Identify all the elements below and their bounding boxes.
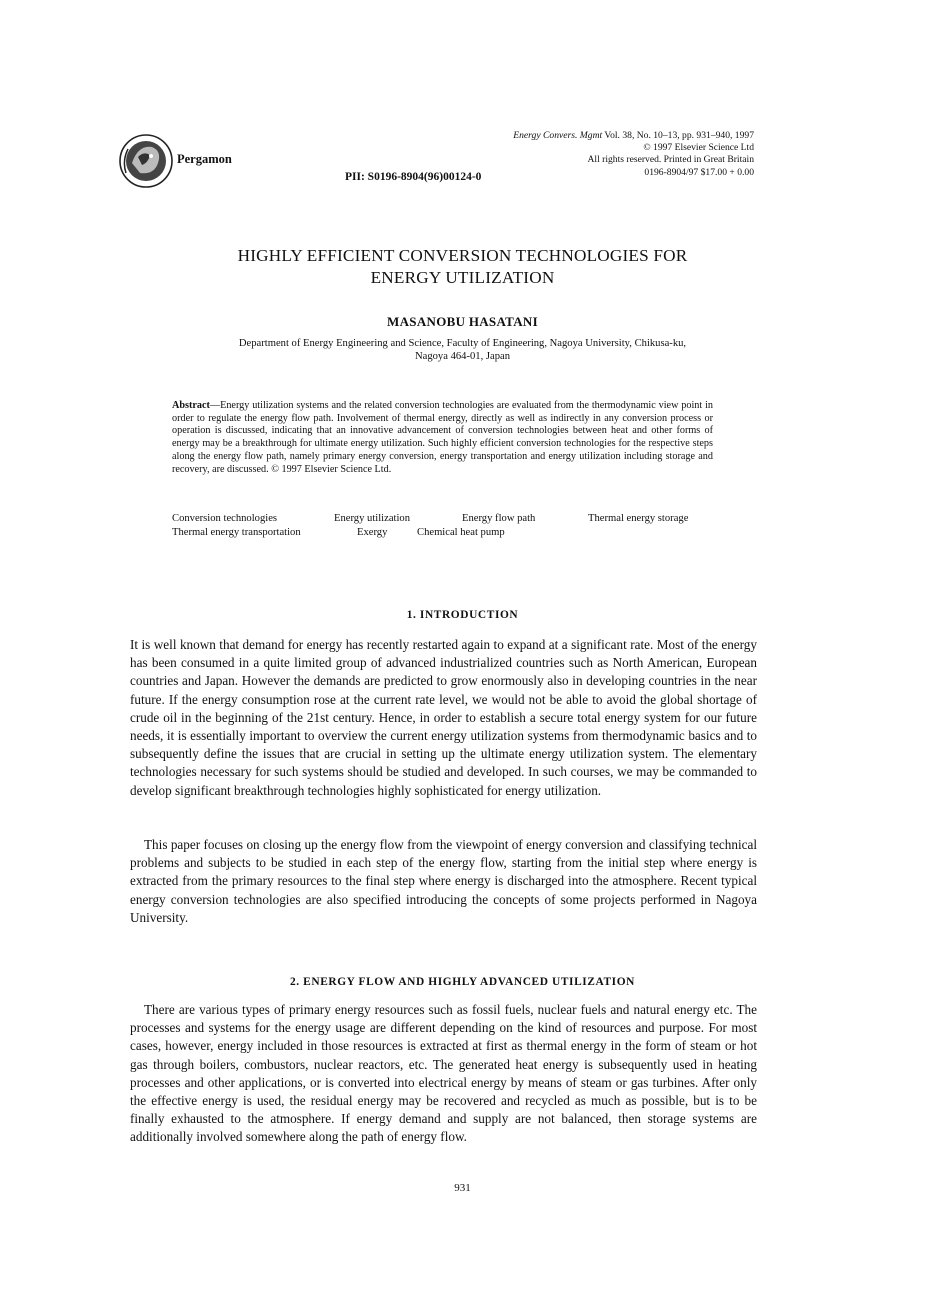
keyword: Thermal energy storage	[588, 513, 689, 524]
pergamon-emblem-icon	[118, 133, 174, 189]
keyword: Chemical heat pump	[417, 527, 505, 538]
affiliation-line: Nagoya 464-01, Japan	[414, 351, 511, 362]
journal-name: Energy Convers. Mgmt	[513, 130, 603, 141]
keyword: Energy utilization	[334, 513, 411, 524]
body-paragraph: It is well known that demand for energy has recently restarted again to expand at a significant rate. Most of the energy has been consumed in a quite limited group of advanced industrialized countries such as North American, European countries and Japan. However the demands are predicted to grow enormously also in developing countries in the near future. If the energy consumption rose at the current rate level, we would not be able to avoid the global shortage of crude oil in the beginning of the 21st century. Hence, in order to establish a secure total energy system for our future needs, it is essentially important to overview the current energy utilization systems from thermodynamic basics and to subsequently define the issues that are crucial in setting up the ultimate energy utilization system. The elementary technologies necessary for such systems should be studied and developed. In such courses, we may be commanded to develop significant breakthrough technologies highly sophisticated for energy utilization.	[130, 637, 757, 798]
section-heading: 1. INTRODUCTION	[406, 609, 519, 621]
title-line: ENERGY UTILIZATION	[370, 268, 555, 287]
section-heading: 2. ENERGY FLOW AND HIGHLY ADVANCED UTILIZATION	[289, 976, 635, 988]
body-paragraph: There are various types of primary energy resources such as fossil fuels, nuclear fuels and natural energy etc. The processes and systems for the energy usage are different depending on the kind of resources and purpose. For most cases, however, energy included in those resources is extracted at first as thermal energy in the form of steam or hot gas through boilers, combustors, nuclear reactors, etc. The generated heat energy is subsequently used in heating processes and other applications, or is converted into electrical energy by means of steam or gas turbines. After only the effective energy is used, the residual energy may be recovered and recycled as much as possible, but is to be finally exhausted to the atmosphere. If energy demand and supply are not balanced, then storage systems are additionally involved somewhere along the path of energy flow.	[130, 1002, 757, 1145]
publisher-logo	[118, 133, 174, 189]
journal-citation	[513, 130, 754, 179]
publisher-name: Pergamon	[177, 152, 232, 166]
keyword: Conversion technologies	[172, 513, 278, 524]
author-affiliation	[0, 337, 925, 363]
paper-title	[0, 245, 925, 289]
keyword: Thermal energy transportation	[172, 527, 301, 538]
title-line: HIGHLY EFFICIENT CONVERSION TECHNOLOGIES FOR	[237, 246, 688, 265]
keyword: Exergy	[357, 527, 388, 538]
body-paragraph: This paper focuses on closing up the energy flow from the viewpoint of energy conversion and classifying technical problems and subjects to be studied in each step of the energy flow, starting from the initial step where energy is extracted from the primary resources to the final step where energy is discharged into the atmosphere. Recent typical energy conversion technologies are also specified introducing the concepts of some projects performed in Nagoya University.	[130, 837, 757, 925]
author-name: MASANOBU HASATANI	[387, 314, 538, 329]
price-line: 0196-8904/97 $17.00 + 0.00	[644, 166, 754, 178]
copyright-line: © 1997 Elsevier Science Ltd	[643, 142, 754, 154]
journal-volume: Vol. 38, No. 10–13, pp. 931–940, 1997	[602, 130, 754, 141]
page-number: 931	[454, 1182, 471, 1194]
abstract	[172, 400, 713, 476]
rights-line: All rights reserved. Printed in Great Britain	[587, 154, 754, 166]
keyword: Energy flow path	[462, 513, 536, 524]
abstract-text: —Energy utilization systems and the related conversion technologies are evaluated from the thermodynamic view point in order to regulate the energy flow path. Involvement of thermal energy, directly as well as indirectly in any conversion process or operation is discussed, indicating that an innovative advancement of conversion technologies between heat and other forms of energy may be a breakthrough for ultimate energy utilization. Such highly efficient conversion technologies for the respective steps along the energy flow path, namely primary energy conversion, energy transportation and energy utilization including storage and recovery, are discussed. © 1997 Elsevier Science Ltd.	[172, 400, 713, 475]
journal-citation-line	[513, 130, 754, 142]
pii-identifier: PII: S0196-8904(96)00124-0	[345, 171, 482, 183]
affiliation-line: Department of Energy Engineering and Science, Faculty of Engineering, Nagoya University, Chikusa-ku,	[238, 338, 687, 349]
abstract-label: Abstract	[172, 400, 210, 411]
